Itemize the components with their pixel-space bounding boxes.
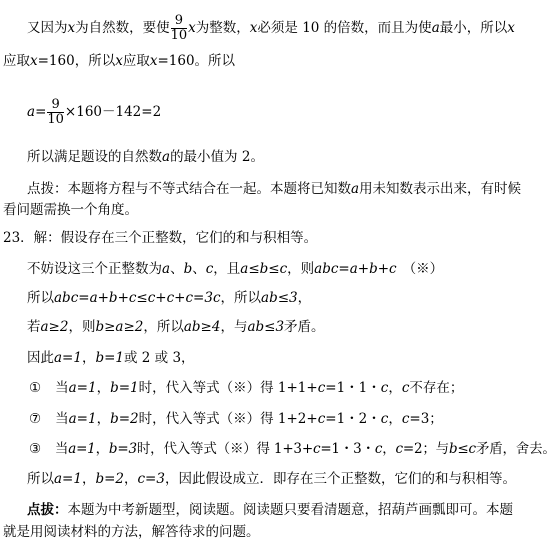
hint-line-1: 点拨：本题将方程与不等式结合在一起。本题将已知数a用未知数表示出来，有时候 — [27, 181, 522, 197]
case-2: ⑦ 当a=1，b=2时，代入等式（※）得 1+2+c=1・2・c，c=3； — [29, 411, 443, 427]
line-15: 所以a=1，b=2，c=3，因此假设成立．即存在三个正整数，它们的和与积相等。 — [27, 471, 516, 487]
line-11: 因此a=1，b=1或 2 或 3， — [27, 350, 195, 366]
case-3: ③ 当a=1，b=3时，代入等式（※）得 1+3+c=1・3・c，c=2；与b≤c矛盾，舍去。 — [29, 441, 556, 457]
line-9: 所以abc=a+b+c≤c+c+c=3c，所以ab≤3， — [27, 290, 312, 306]
fraction-9-10: $\frac{9}{10}$ — [170, 13, 188, 43]
case-1: ① 当a=1，b=1时，代入等式（※）得 1+1+c=1・1・c，c不存在； — [29, 380, 464, 396]
hint-line-2: 看问题需换一个角度。 — [3, 202, 138, 218]
line-8: 不妨设这三个正整数为a、b、c，且a≤b≤c，则abc=a+b+c （※） — [27, 261, 444, 277]
equation-a: a= $\frac{9}{10}$ ×160－142=2 — [27, 97, 162, 127]
line-2: 应取x=160，所以x应取x=160。所以 — [3, 53, 236, 69]
line-10: 若a≥2，则b≥a≥2，所以ab≥4，与ab≤3矛盾。 — [27, 319, 325, 335]
hint2-line-1: 点拔：本题为中考新题型，阅读题。阅读题只要看清题意，招葫芦画瓢即可。本题 — [27, 502, 513, 518]
hint2-line-2: 就是用阅读材料的方法，解答待求的问题。 — [3, 524, 260, 540]
problem-23-heading: 23．解：假设存在三个正整数，它们的和与积相等。 — [3, 230, 318, 246]
line-4: 所以满足题设的自然数a的最小值为 2。 — [27, 149, 264, 165]
fraction-9-10-equation: $\frac{9}{10}$ — [47, 97, 64, 127]
line-1: 又因为x为自然数，要使 $\frac{9}{10}$ x为整数，x必须是 10 的倍数，而且为使a最小，所以x — [27, 13, 515, 43]
